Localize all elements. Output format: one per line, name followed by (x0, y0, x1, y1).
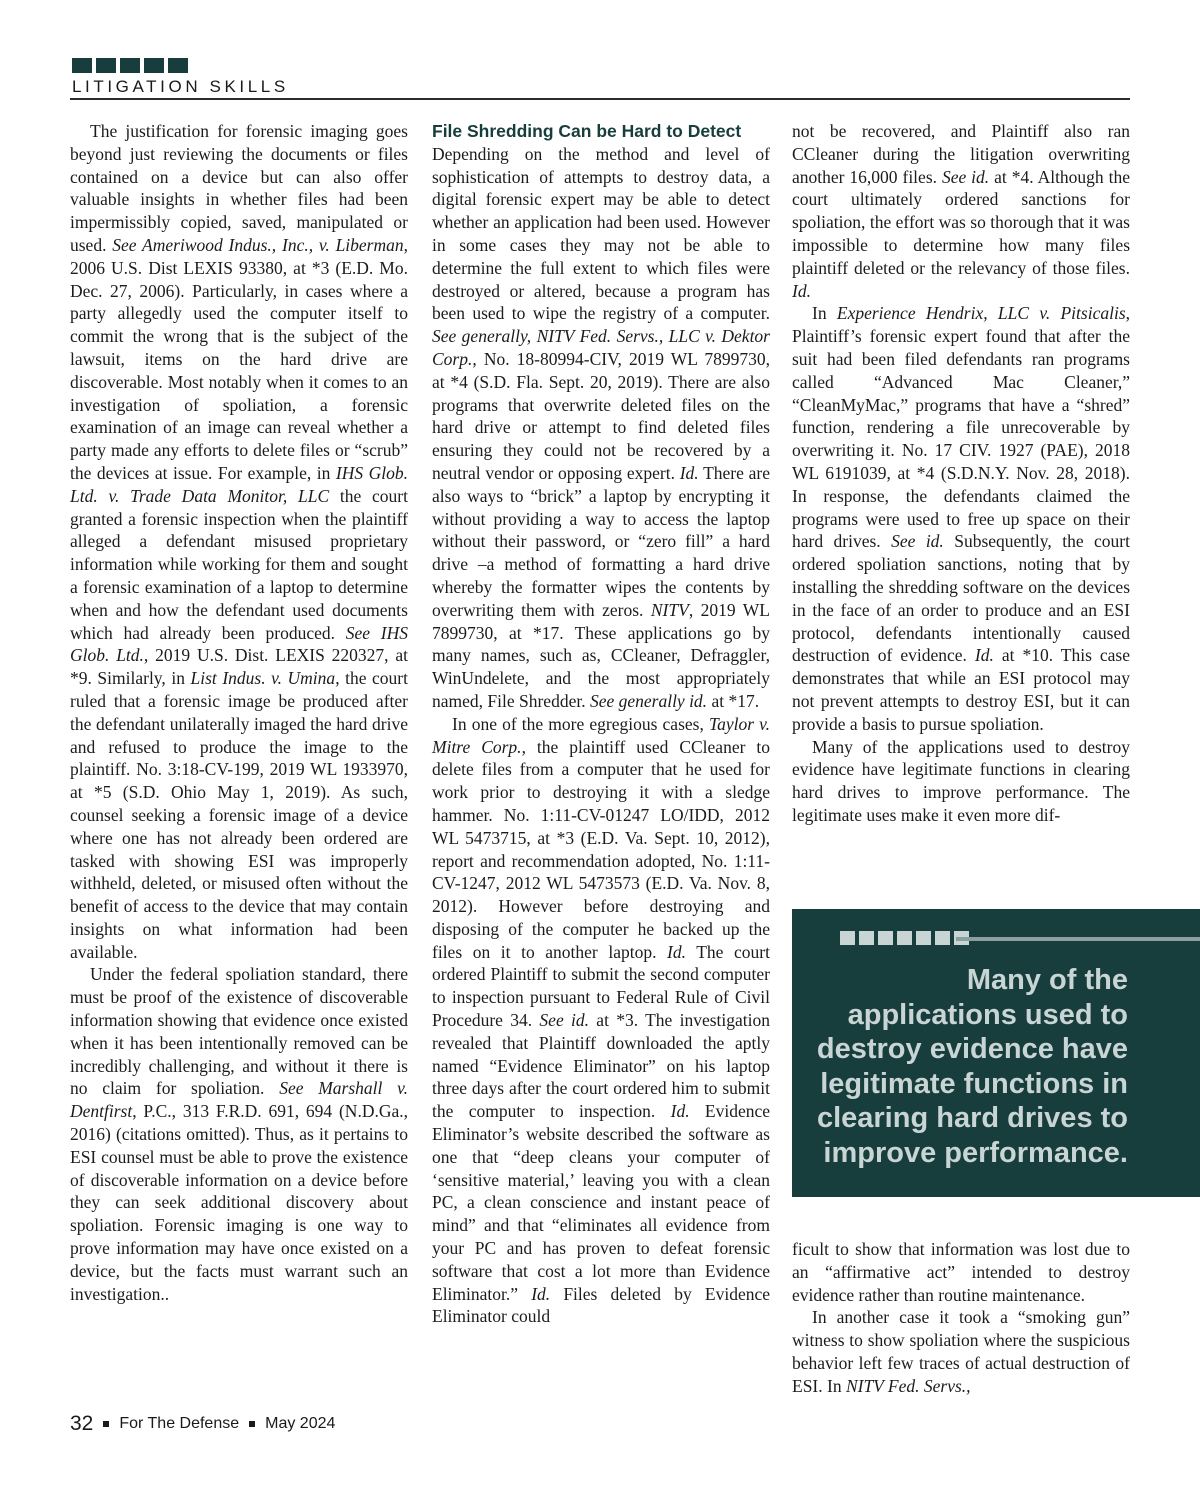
paragraph: The justification for forensic imaging goes beyond just reviewing the documents or files contained on a device but can also offer valuable insights in whether files had been impermissibly copied, saved, manipulated or used. See Ameriwood Indus., Inc., v. Liberman, 2006 U.S. Dist LEXIS 93380, at *3 (E.D. Mo. Dec. 27, 2006). Particularly, in cases where a party allegedly used the computer itself to commit the wrong that is the subject of the lawsuit, items on the hard drive are discoverable. Most notably when it comes to an investigation of spoliation, a forensic examination of an image can reveal whether a party made any efforts to delete files or “scrub” the devices at issue. For example, in IHS Glob. Ltd. v. Trade Data Monitor, LLC the court granted a forensic inspection when the plaintiff alleged a defendant misused proprietary information while working for them and sought a forensic examination of a laptop to determine when and how the defendant used documents which had already been produced. See IHS Glob. Ltd., 2019 U.S. Dist. LEXIS 220327, at *9. Similarly, in List Indus. v. Umina, the court ruled that a forensic image be produced after the defendant unilaterally imaged the hard drive and refused to produce the image to the plaintiff. No. 3:18-CV-199, 2019 WL 1933970, at *5 (S.D. Ohio May 1, 2019). As such, counsel seeking a forensic image of a device where one has not already been ordered are tasked with showing ESI was improperly withheld, deleted, or misused often without the benefit of access to the device that may contain insights on what information had been available. (70, 121, 408, 962)
case-citation: NITV Fed. Servs., (845, 1375, 971, 1396)
bullet-separator (249, 1421, 255, 1427)
page-footer (70, 1412, 335, 1436)
paragraph: In one of the more egregious cases, Taylor v. Mitre Corp., the plaintiff used CCleaner to delete files from a computer that he used for work prior to destroying it with a sledge hammer. No. 1:11-CV-01247 LO/IDD, 2012 WL 5473715, at *3 (E.D. Va. Sept. 10, 2012), report and recommendation adopted, No. 1:11-CV-1247, 2012 WL 5473573 (E.D. Va. Nov. 8, 2012). However before destroying and disposing of the computer he backed up the files on it to another laptop. Id. The court ordered Plaintiff to submit the second computer to inspection pursuant to Federal Rule of Civil Procedure 34. See id. at *3. The investigation revealed that Plaintiff downloaded the aptly named “Evidence Eliminator” on his laptop three days after the court ordered him to submit the computer to inspection. Id. Evidence Eliminator’s website described the software as one that “deep cleans your computer of ‘sensitive material,’ leaving you with a clean PC, a clean conscience and instant peace of mind” and that “eliminates all evidence from your PC and has proven to defeat forensic software that cost a lot more than Evidence Eliminator.” Id. Files deleted by Evidence Eliminator could (432, 713, 770, 1327)
case-citation: Id. (792, 280, 811, 301)
case-citation: NITV (650, 599, 689, 620)
paragraph: not be recovered, and Plaintiff also ran CCleaner during the litigation overwriting another 16,000 files. See id. at *4. Although the court ultimately ordered sanctions for spoliation, the effort was so thorough that it was impossible to determine how many files plaintiff deleted or the relevancy of those files. Id. (792, 121, 1131, 301)
case-citation: See id. (539, 1010, 589, 1031)
paragraph: ficult to show that information was lost due to an “affirmative act” intended to destroy evidence rather than routine maintenance. (792, 1239, 1130, 1305)
paragraph: Depending on the method and level of sophistication of attempts to destroy data, a digital forensic expert may be able to detect whether an application had been used. However in some cases they may not be able to determine the full extent to which files were destroyed or altered, because a program has been used to wipe the registry of a computer. See generally, NITV Fed. Servs., LLC v. Dektor Corp., No. 18-80994-CIV, 2019 WL 7899730, at *4 (S.D. Fla. Sept. 20, 2019). There are also programs that overwrite deleted files on the hard drive or attempt to find deleted files ensuring they could not be recovered by a neutral vendor or opposing expert. Id. There are also ways to “brick” a laptop by encrypting it without providing a way to access the laptop without their password, or “zero fill” a hard drive –a method of formatting a hard drive whereby the formatter wipes the contents by overwriting them with zeros. NITV, 2019 WL 7899730, at *17. These applications go by many names, such as, CCleaner, Defraggler, WinUndelete, and the most appropriately named, File Shredder. See generally id. at *17. (432, 143, 770, 711)
paragraph: In Experience Hendrix, LLC v. Pitsicalis, Plaintiff’s forensic expert found that after the suit had been filed defendants ran programs called “Advanced Mac Cleaner,” “CleanMyMac,” programs that have a “shred” function, rendering a file unrecoverable by overwriting it. No. 17 CIV. 1927 (PAE), 2018 WL 6191039, at *4 (S.D.N.Y. Nov. 28, 2018). In response, the defendants claimed the programs were used to free up space on their hard drives. See id. Subsequently, the court ordered spoliation sanctions, noting that by installing the shredding software on the devices in the face of an order to produce and an ESI protocol, defendants intentionally caused destruction of evidence. Id. at *10. This case demonstrates that while an ESI protocol may not prevent attempts to destroy ESI, but it can provide a basis to pursue spoliation. (792, 303, 1131, 734)
pull-quote-rule (956, 937, 1200, 941)
case-citation: See Marshall v. Dentfirst (70, 1078, 408, 1122)
section-heading: File Shredding Can be Hard to Detect (432, 121, 742, 141)
column-2 (432, 120, 770, 1328)
case-citation: Id. (670, 1101, 690, 1122)
publication-name: For The Defense (119, 1415, 240, 1432)
column-1 (70, 120, 408, 1305)
case-citation: See Ameriwood Indus., Inc., v. Liberman (112, 234, 404, 255)
column-3-bottom (792, 1238, 1130, 1398)
case-citation: Taylor v. Mitre Corp. (432, 713, 770, 757)
pull-quote (792, 909, 1200, 1197)
paragraph: Many of the applications used to destroy evidence have legitimate functions in clearing hard drives to improve performance. The legitimate uses make it even more dif- (792, 736, 1130, 825)
case-citation: See IHS Glob. Ltd. (70, 622, 408, 666)
pull-quote-squares-ornament (840, 931, 969, 945)
case-citation: List Indus. v. Umina (190, 668, 336, 689)
case-citation: See generally id. (589, 690, 708, 711)
issue-date: May 2024 (265, 1415, 336, 1432)
bullet-separator (103, 1421, 109, 1427)
column-3-top (792, 120, 1130, 827)
paragraph: In another case it took a “smoking gun” witness to show spoliation where the suspicious behavior left few traces of actual destruction of ESI. In NITV Fed. Servs., (792, 1307, 1130, 1396)
case-citation: Id. (974, 645, 994, 666)
case-citation: Id. (667, 941, 686, 962)
header-squares-ornament (72, 58, 188, 73)
case-citation: See generally, NITV Fed. Servs., LLC v. Dektor Corp. (432, 326, 770, 369)
header-rule (70, 98, 1130, 100)
case-citation: See id. (891, 531, 944, 552)
pull-quote-text: Many of the applications used to destroy evidence have legitimate functions in clearing hard drives to improve performance. (816, 964, 1128, 1169)
case-citation: Experience Hendrix, LLC v. Pitsicalis (836, 303, 1126, 324)
paragraph: Under the federal spoliation standard, there must be proof of the existence of discoverable information showing that evidence once existed when it has been intentionally removed can be incredibly challenging, and without it there is no claim for spoliation. See Marshall v. Dentfirst, P.C., 313 F.R.D. 691, 694 (N.D.Ga., 2016) (citations omitted). Thus, as it pertains to ESI counsel must be able to prove the existence of discoverable information on a device before they can seek additional discovery about spoliation. Forensic imaging is one way to prove information may have once existed on a device, but the facts must warrant such an investigation.. (70, 964, 408, 1304)
case-citation: IHS Glob. Ltd. v. Trade Data Monitor, LLC (70, 462, 408, 506)
section-label: LITIGATION SKILLS (72, 77, 289, 96)
case-citation: See id. (941, 166, 990, 187)
page-number: 32 (70, 1412, 94, 1435)
case-citation: Id. (679, 462, 699, 483)
case-citation: Id. (531, 1283, 551, 1304)
